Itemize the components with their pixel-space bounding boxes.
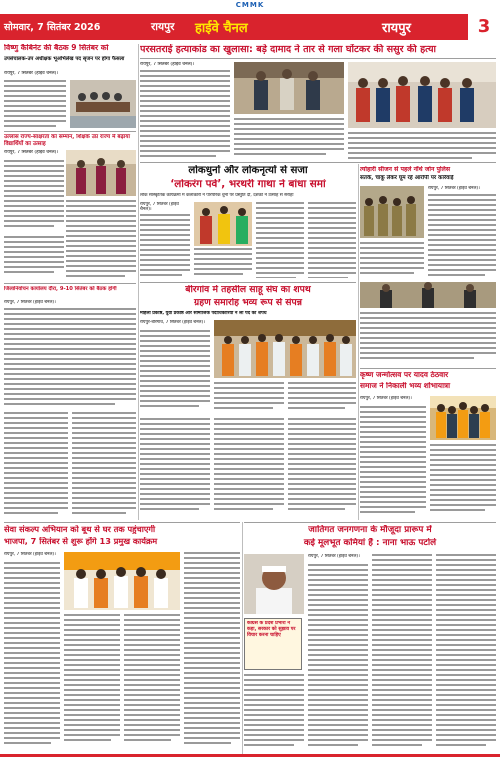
article1-body-col1 — [4, 80, 66, 128]
article6-body-col2 — [428, 194, 496, 278]
crowd-photo-graphic — [348, 62, 496, 128]
article3-subhead: उल्लास राज्य-साक्षरता का सम्मान, शिक्षक उप्र राज्य में बढ़ाया विद्यार्थियों का उत्साह — [4, 134, 130, 147]
article3-body-col1 — [4, 160, 64, 232]
article9-body-col3 — [184, 552, 240, 752]
article9-photo-bjp — [64, 552, 180, 610]
article2-body-col3 — [348, 132, 496, 162]
article4-body-col4 — [308, 202, 356, 278]
article2-photo-accused — [234, 62, 344, 114]
article6-body-col1 — [360, 242, 424, 278]
procession-photo-graphic — [430, 396, 496, 440]
article7-body-col1 — [140, 330, 210, 412]
article7-photo-ceremony — [214, 320, 356, 378]
article2-body-col2 — [234, 118, 344, 158]
article10-highlight-box — [244, 618, 302, 670]
article7-body-col5 — [214, 418, 284, 516]
article1-subhead: उपसंचालक-उप अधीक्षक भूअभिलेख पद सृजन पर होगा फैसला — [4, 56, 125, 62]
article1-headline: विष्णु कैबिनेट की बैठक 9 सितंबर को — [4, 44, 109, 52]
column-rule-2 — [358, 164, 359, 520]
article7-body-col3 — [288, 382, 356, 414]
article10-dateline: रायपुर, 7 सितंबर (हाईवे चैनल)। — [308, 554, 360, 559]
brand-text: CMMK — [235, 1, 265, 9]
article2-headline: परसतराई हत्याकांड का खुलासा: बड़े दामाद ने तार से गला घोंटकर की ससुर की हत्या — [140, 44, 437, 55]
portrait-photo-graphic — [244, 554, 304, 614]
article10-body-col1 — [308, 564, 368, 752]
article3-dateline: रायपुर, 7 सितंबर (हाईवे चैनल)। — [4, 150, 59, 155]
article5-subhead: जिलानिर्वाचन कार्यालय दौरा, 9-10 सितंबर को बैठक होगी — [4, 286, 117, 292]
article10-body-col3 — [436, 554, 496, 752]
article9-body-col2a — [64, 614, 120, 752]
article5-body-col3 — [72, 412, 136, 516]
ceremony-photo-graphic — [214, 320, 356, 378]
article7-dateline: रायपुर-बीरगांव, 7 सितंबर (हाईवे चैनल)। — [140, 320, 205, 325]
article3-rule — [4, 131, 136, 132]
article2-rule — [140, 58, 496, 59]
article7-headline2: ग्रहण समारोह भव्य रूप से संपन्न — [194, 298, 302, 308]
article5-body-col2 — [4, 412, 68, 516]
article5-rule — [4, 283, 136, 284]
article7-body-col6 — [288, 418, 356, 516]
article7-body-col2 — [214, 382, 284, 414]
article1-photo-meeting — [70, 80, 136, 128]
article3-photo — [66, 150, 136, 196]
article9-dateline: रायपुर, 7 सितंबर (हाईवे चैनल)। — [4, 552, 56, 557]
article9-headline2: भाजपा, 7 सितंबर से शुरू होंगे 13 प्रमुख कार्यक्रम — [4, 537, 158, 546]
article4-body-col2 — [194, 248, 252, 278]
article9-headline: सेवा संकल्प अभियान को बूथ से घर तक पहुंचाएगी — [4, 525, 156, 534]
article8-dateline: रायपुर, 7 सितंबर (हाईवे चैनल)। — [360, 396, 412, 401]
page-number: 3 — [468, 14, 500, 40]
article10-headline2: कई मूलभूत कमियां हैं : नाना भाऊ पटोले — [303, 538, 437, 548]
article4-photo-dance — [194, 202, 252, 246]
column-rule-1 — [138, 44, 139, 520]
dance-photo-graphic — [194, 202, 252, 246]
article8-body-col2 — [430, 444, 496, 516]
article3-body-col2 — [66, 200, 136, 280]
article8-headline2: समाज ने निकाली भव्य शोभायात्रा — [360, 382, 450, 390]
article9-body-col1 — [4, 562, 60, 752]
article4-headline2: ‘लोकरंग पर्व’, भरथरी गाथा ने बांधा समां — [170, 179, 326, 190]
article3-body-col3 — [4, 236, 64, 280]
police-photo-graphic — [234, 62, 344, 114]
article2-photo-crowd — [348, 62, 496, 128]
article9-rule — [4, 522, 240, 523]
column-rule-3 — [242, 522, 243, 754]
header-bar — [0, 14, 500, 40]
police-team-photo-graphic — [360, 186, 424, 238]
article2-body-col1 — [140, 70, 230, 160]
article7-rule — [140, 282, 356, 283]
article7-subhead: महिला प्रकोष्ठ, युवा प्रकोष्ठ और सामाजिक पदाधिकारियों ने ली पद की शपथ — [140, 311, 267, 316]
edition-city-right: रायपुर — [382, 21, 411, 36]
article6-dateline: रायपुर, 7 सितंबर (हाईवे चैनल)। — [428, 186, 480, 191]
article10-photo-portrait — [244, 554, 304, 614]
masthead — [0, 0, 500, 14]
article10-body-col2 — [372, 554, 432, 752]
article5-body — [4, 308, 136, 408]
article8-body-col1 — [360, 406, 426, 516]
article4-body-col1 — [140, 214, 190, 278]
article7-body-col4 — [140, 418, 210, 516]
article1-dateline: रायपुर, 7 सितंबर (हाईवे चैनल)। — [4, 71, 59, 76]
brand-logo — [0, 1, 500, 9]
article7-headline: बीरगांव में तहसील साहू संघ का शपथ — [185, 285, 311, 295]
article10-body-col0 — [244, 674, 304, 752]
edition-city-left: रायपुर — [151, 21, 175, 33]
article10-headline: जातिगत जनगणना के मौजूदा प्रारूप में — [308, 525, 432, 535]
article10-box-text: कांग्रेस के प्रदेश प्रभारी ने कहा, सरकार को सुझाव पर विचार करना चाहिए — [247, 621, 296, 638]
article4-subhead: लोक सांस्कृतिक कार्यक्रमों में कलाकारों ने पारंपरिक धुनों पर प्रस्तुति दी, दर्शकों ने उत्साह से सराहा — [140, 193, 294, 198]
issue-date: सोमवार, 7 सितंबर 2026 — [4, 22, 101, 33]
article6-headline2: सतर्क, चाकू लेकर घूम रहे आरोपी पर कार्रवाई — [360, 175, 454, 181]
accused-photo-graphic — [360, 282, 496, 308]
article10-rule — [244, 522, 496, 523]
article8-rule — [360, 368, 496, 369]
article2-dateline: रायपुर, 7 सितंबर (हाईवे चैनल)। — [140, 62, 195, 67]
article8-headline: कृष्ण जन्मोत्सव पर यादव ठेठवार — [360, 371, 449, 379]
meeting-photo-graphic — [70, 80, 136, 128]
bjp-meeting-photo-graphic — [64, 552, 180, 610]
article9-body-col2b — [124, 614, 180, 752]
article8-photo-procession — [430, 396, 496, 440]
article6-photo-police — [360, 186, 424, 238]
article6-body-col3 — [360, 312, 496, 364]
award-photo-graphic — [66, 150, 136, 196]
article4-rule — [140, 162, 496, 163]
article6-photo-accused — [360, 282, 496, 308]
article5-dateline: रायपुर, 7 सितंबर (हाईवे चैनल)। — [4, 300, 56, 305]
article4-body-col3 — [256, 202, 304, 278]
article4-headline: लोकधुनों और लोकनृत्यों से सजा — [188, 165, 308, 176]
article4-dateline: रायपुर, 7 सितंबर (हाईवे चैनल)। — [140, 202, 179, 213]
article6-headline: त्योहारी सीजन से पहले नॉर्थ जोन पुलिस — [360, 166, 451, 173]
paper-name: हाईवे चैनल — [195, 21, 248, 36]
